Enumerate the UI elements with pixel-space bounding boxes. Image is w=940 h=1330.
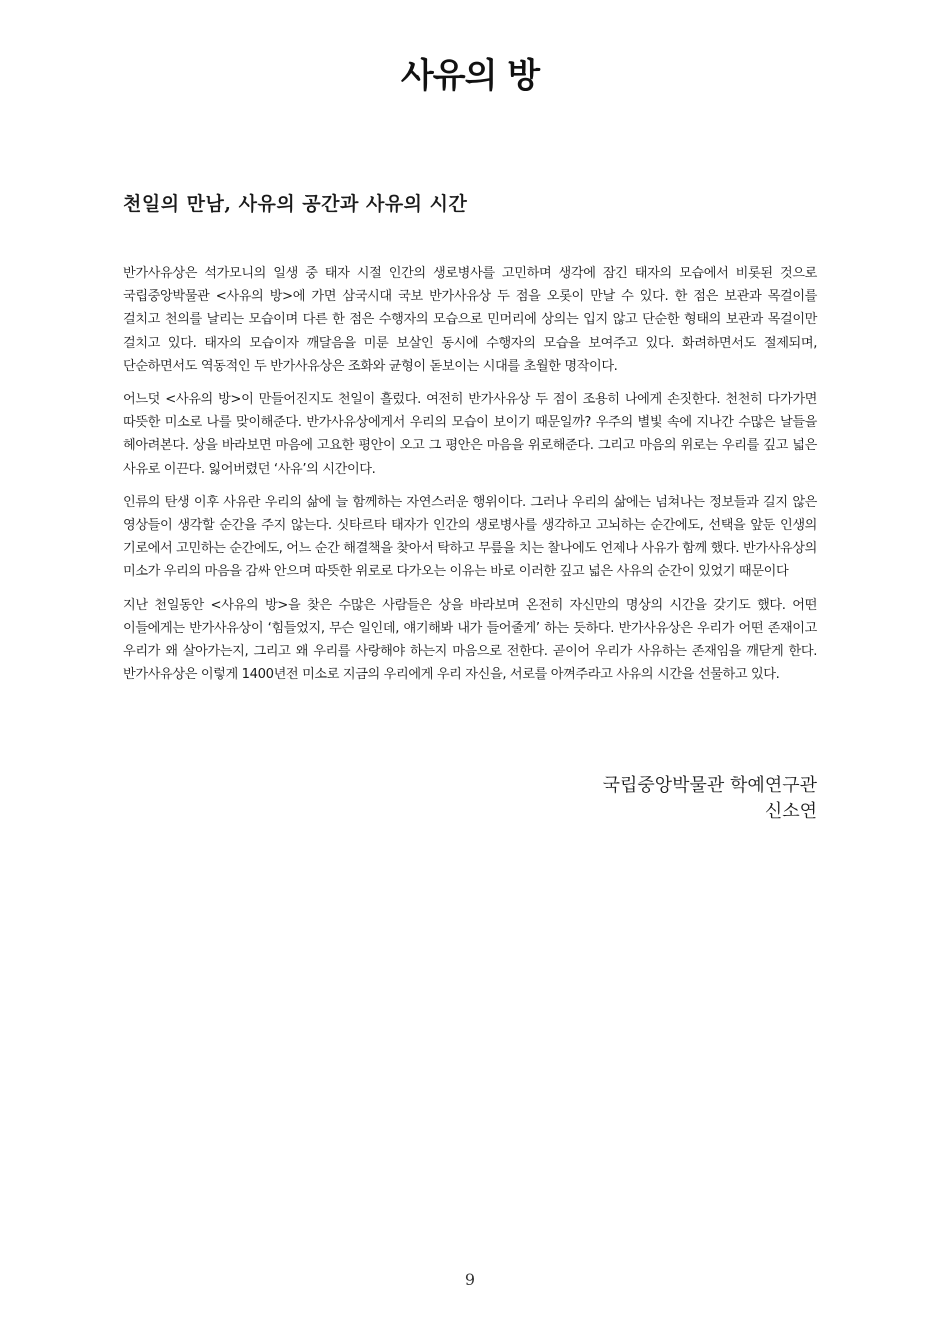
paragraph-4: 지난 천일동안 <사유의 방>을 찾은 수많은 사람들은 상을 바라보며 온전히 자신만의 명상의 시간을 갖기도 했다. 어떤 이들에게는 반가사유상이 ‘힘들었지, 무슨 일인데, 얘기해봐 내가 들어줄게’ 하는 듯하다. 반가사유상은 우리가 어떤 존재이고 우리가 왜 살아가는지, 그리고 왜 우리를 사랑해야 하는지 마음으로 전한다. 곧이어 우리가 사유하는 존재임을 깨닫게 한다. 반가사유상은 이렇게 1400년전 미소로 지금의 우리에게 우리 자신을, 서로를 아껴주라고 사유의 시간을 선물하고 있다. <box>123 597 817 683</box>
paragraph-1: 반가사유상은 석가모니의 일생 중 태자 시절 인간의 생로병사를 고민하며 생각에 잠긴 태자의 모습에서 비롯된 것으로 국립중앙박물관 <사유의 방>에 가면 삼국시대 국보 반가사유상 두 점을 오롯이 만날 수 있다. 한 점은 보관과 목걸이를 걸치고 천의를 날리는 모습이며 다른 한 점은 수행자의 모습으로 민머리에 상의는 입지 않고 단순한 형태의 보관과 목걸이만 걸치고 있다. 태자의 모습이자 깨달음을 미룬 보살인 동시에 수행자의 모습을 보여주고 있다. 화려하면서도 절제되며, 단순하면서도 역동적인 두 반가사유상은 조화와 균형이 돋보이는 시대를 초월한 명작이다. <box>123 266 817 374</box>
author-affiliation: 국립중앙박물관 학예연구관 <box>602 775 817 796</box>
page-title: 사유의 방 <box>400 56 540 96</box>
paragraph-2: 어느덧 <사유의 방>이 만들어진지도 천일이 흘렀다. 여전히 반가사유상 두 점이 조용히 나에게 손짓한다. 천천히 다가가면 따뜻한 미소로 나를 맞이해준다. 반가사유상에게서 우리의 모습이 보이기 때문일까? 우주의 별빛 속에 지나간 수많은 날들을 헤아려본다. 상을 바라보면 마음에 고요한 평안이 오고 그 평안은 마음을 위로해준다. 그리고 마음의 위로는 우리를 깊고 넓은 사유로 이끈다. 잃어버렸던 ‘사유’의 시간이다. <box>123 392 817 477</box>
page-number: 9 <box>464 1270 476 1289</box>
article-body <box>123 262 817 696</box>
section-subtitle: 천일의 만남, 사유의 공간과 사유의 시간 <box>123 193 468 215</box>
paragraph-3: 인류의 탄생 이후 사유란 우리의 삶에 늘 함께하는 자연스러운 행위이다. 그러나 우리의 삶에는 넘쳐나는 정보들과 길지 않은 영상들이 생각할 순간을 주지 않는다. 싯타르타 태자가 인간의 생로병사를 생각하고 고뇌하는 순간에도, 선택을 앞둔 인생의 기로에서 고민하는 순간에도, 어느 순간 해결책을 찾아서 탁하고 무릎을 치는 찰나에도 언제나 사유가 함께 했다. 반가사유상의 미소가 우리의 마음을 감싸 안으며 따뜻한 위로로 다가오는 이유는 바로 이러한 깊고 넓은 사유의 순간이 있었기 때문이다 <box>123 494 817 580</box>
author-name: 신소연 <box>764 801 817 822</box>
author-signature <box>603 773 817 825</box>
